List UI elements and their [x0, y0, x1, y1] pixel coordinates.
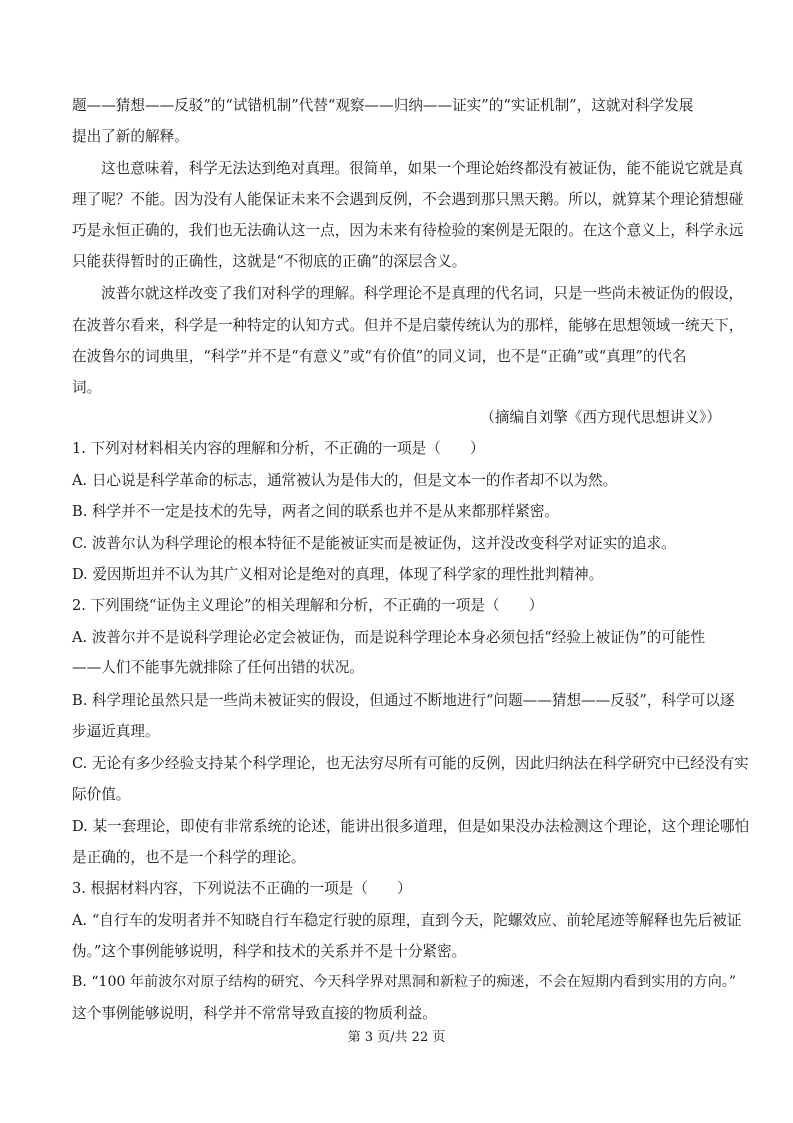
question-3: 3. 根据材料内容，下列说法不正确的一项是（ ）: [72, 880, 412, 897]
option-d-continued: 是正确的，也不是一个科学的理论。: [72, 849, 306, 866]
text-line: 理了呢？不能。因为没有人能保证未来不会遇到反例，不会遇到那只黑天鹅。所以，就算某个理论猜想碰: [72, 191, 744, 208]
option-c: C. 无论有多少经验支持某个科学理论，也无法穷尽所有可能的反例，因此归纳法在科学研究中已经没有实: [72, 755, 749, 772]
source-citation: （摘编自刘擎《西方现代思想讲义》）: [480, 409, 721, 426]
option-b: B. 科学并不一定是技术的先导，两者之间的联系也并不是从来都那样紧密。: [72, 503, 560, 520]
text-line: 词。: [72, 379, 102, 396]
option-d: D. 某一套理论，即使有非常系统的论述，能讲出很多道理，但是如果没办法检测这个理论，这个理论哪怕: [72, 818, 750, 835]
text-line: 巧是永恒正确的，我们也无法确认这一点，因为未来有待检验的案例是无限的。在这个意义上，科学永远: [72, 222, 744, 239]
option-a-continued: ——人们不能事先就排除了任何出错的状况。: [72, 659, 364, 676]
paragraph-line: 波普尔就这样改变了我们对科学的理解。科学理论不是真理的代名词，只是一些尚未被证伪的假设，: [101, 285, 744, 302]
text-line: 在波普尔看来，科学是一种特定的认知方式。但并不是启蒙传统认为的那样，能够在思想领域一统天下，: [72, 317, 744, 334]
page-number-footer: 第 3 页/共 22 页: [347, 1030, 446, 1045]
option-a: A. “自行车的发明者并不知晓自行车稳定行驶的原理，直到今天，陀螺效应、前轮尾迹等解释也先后被证: [72, 912, 742, 929]
text-line: 只能获得暂时的正确性，这就是“不彻底的正确”的深层含义。: [72, 253, 467, 270]
option-b: B. 科学理论虽然只是一些尚未被证实的假设，但通过不断地进行“问题——猜想——反驳”，科学可以逐: [72, 692, 735, 709]
text-line: 提出了新的解释。: [72, 128, 189, 145]
option-b: B. “100 年前波尔对原子结构的研究、今天科学界对黑洞和新粒子的痴迷，不会在短期内看到实用的方向。”: [72, 974, 737, 990]
option-b-continued: 步逼近真理。: [72, 723, 160, 740]
text-line: 在波鲁尔的词典里，“科学”并不是“有意义”或“有价值”的同义词，也不是“正确”或“真理”的代名: [72, 348, 687, 365]
question-2: 2. 下列围绕“证伪主义理论”的相关理解和分析，不正确的一项是（ ）: [72, 597, 544, 614]
text-line: 题——猜想——反驳”的“试错机制”代替“观察——归纳——证实”的“实证机制”，这就对科学发展: [72, 97, 694, 114]
option-c-continued: 际价值。: [72, 786, 131, 803]
option-a: A. 日心说是科学革命的标志，通常被认为是伟大的，但是文本一的作者却不以为然。: [72, 472, 618, 489]
option-d: D. 爱因斯坦并不认为其广义相对论是绝对的真理，体现了科学家的理性批判精神。: [72, 566, 604, 583]
paragraph-line: 这也意味着，科学无法达到绝对真理。很简单，如果一个理论始终都没有被证伪，能不能说它就是真: [101, 160, 744, 177]
option-a: A. 波普尔并不是说科学理论必定会被证伪，而是说科学理论本身必须包括“经验上被证伪”的可能性: [72, 629, 706, 646]
option-c: C. 波普尔认为科学理论的根本特征不是能被证实而是被证伪，这并没改变科学对证实的追求。: [72, 535, 676, 552]
option-b-continued: 这个事例能够说明，科学并不常常导致直接的物质利益。: [72, 1005, 437, 1022]
option-a-continued: 伪。”这个事例能够说明，科学和技术的关系并不是十分紧密。: [72, 943, 467, 960]
question-1: 1. 下列对材料相关内容的理解和分析，不正确的一项是（ ）: [72, 440, 485, 457]
